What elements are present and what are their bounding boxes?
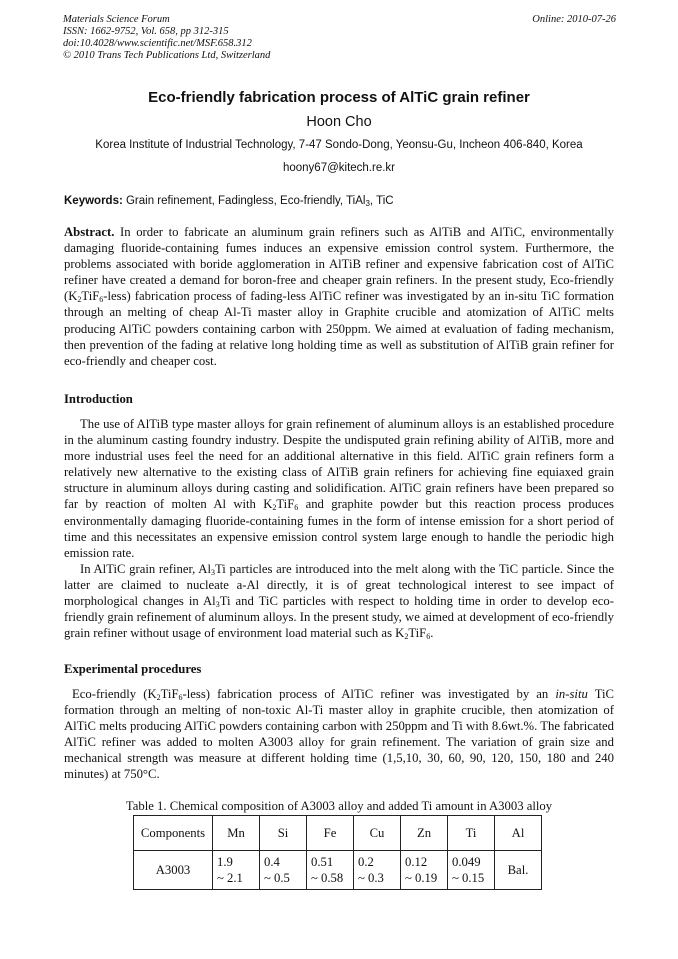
exp-text-d: TiC formation through an melting of non-toxic Al-Ti master alloy in graphite crucible, then atomization of AlTiC melts producing AlTiC powders containing carbon with 250ppm and Ti with 8.6wt.%. The fabricated AlTiC refiner was added to molten A3003 alloy for grain refinement. The variation of grain size and mechanical strength was measure at different holding time (1,5,10, 30, 60, 90, 120, 150, 180 and 240 minutes) at 750°C. (64, 687, 614, 782)
issn-line: ISSN: 1662-9752, Vol. 658, pp 312-315 (63, 26, 229, 37)
exp-italic: in-situ (555, 687, 588, 701)
paper-title: Eco-friendly fabrication process of AlTiC grain refiner (148, 89, 530, 106)
introduction-paragraph-2 (64, 561, 614, 641)
table-header-cell: Ti (448, 816, 495, 851)
table-row (134, 851, 542, 890)
intro-p2-c: Ti and TiC particles with respect to holding time in order to develop eco-friendly grain refinement of aluminum alloys. In the present study, we aimed at development of eco-friendly grain refiner without usage of environment load material such as K (64, 594, 614, 641)
table-cell-al: Bal. (495, 851, 542, 890)
keywords-sub: 3 (365, 199, 370, 208)
cell-top: 0.4 (264, 855, 280, 869)
intro-p2-sub-4: 6 (426, 632, 431, 642)
intro-p2-d: TiF (408, 626, 427, 641)
cell-bottom: ~ 0.15 (452, 871, 485, 885)
journal-header (63, 14, 616, 62)
table-cell (354, 851, 401, 890)
intro-p1-sub-1: 2 (272, 503, 277, 513)
table-header-cell: Si (260, 816, 307, 851)
table-header-cell: Fe (307, 816, 354, 851)
keywords (64, 195, 394, 207)
cell-bottom: ~ 0.3 (358, 871, 384, 885)
table-cell (448, 851, 495, 890)
table-cell (401, 851, 448, 890)
experimental-heading: Experimental procedures (64, 662, 202, 676)
cell-top: 0.51 (311, 855, 334, 869)
online-date: Online: 2010-07-26 (532, 14, 616, 25)
keywords-text-a: Grain refinement, Fadingless, Eco-friendly, TiAl (122, 195, 366, 207)
intro-p2-sub-3: 2 (404, 632, 409, 642)
intro-p2-a: In AlTiC grain refiner, Al (80, 561, 211, 576)
cell-bottom: ~ 2.1 (217, 871, 243, 885)
abstract-sub-2: 6 (99, 295, 104, 305)
table-header-cell: Components (134, 816, 213, 851)
experimental-body (64, 686, 614, 783)
introduction-paragraph-1 (64, 416, 614, 561)
table-header-cell: Cu (354, 816, 401, 851)
abstract-text-a: In order to fabricate an aluminum grain refiners such as AlTiB and AlTiC, environmentally damaging fluoride-containing fumes induces an expensive emission control system. Furthermore, the problems associated with boride agglomeration in AlTiB refiner and expensive fabrication cost of AlTiC refiner have created a demand for boron-free and cheaper grain refiners. In the present study, Eco-friendly (K (64, 225, 614, 304)
doi-line: doi:10.4028/www.scientific.net/MSF.658.312 (63, 38, 252, 49)
author-name: Hoon Cho (306, 114, 372, 130)
journal-name: Materials Science Forum (63, 14, 170, 25)
affiliation: Korea Institute of Industrial Technology, 7-47 Sondo-Dong, Yeonsu-Gu, Incheon 406-840, Korea (95, 139, 583, 151)
exp-sub-2: 6 (178, 693, 183, 702)
intro-p2-e: . (430, 626, 434, 641)
intro-p1-c: and graphite powder but this reaction process produces environmentally damaging fluoride-containing fumes in the form of intense emission for a short period of time and this necessitates an expensive emission control system large enough to handle the periodic high emission rate. (64, 497, 614, 560)
cell-bottom: ~ 0.5 (264, 871, 290, 885)
exp-text-c: -less) fabrication process of AlTiC refiner was investigated by an (182, 687, 556, 701)
table-header-cell: Al (495, 816, 542, 851)
table-cell (307, 851, 354, 890)
copyright-line: © 2010 Trans Tech Publications Ltd, Switzerland (63, 50, 271, 61)
table-cell (260, 851, 307, 890)
table-caption: Table 1. Chemical composition of A3003 alloy and added Ti amount in A3003 alloy (125, 799, 553, 813)
table-header-row (134, 816, 542, 851)
intro-p2-sub-2: 3 (215, 600, 220, 610)
abstract-text-b: TiF (81, 289, 100, 304)
abstract-label: Abstract. (64, 225, 115, 239)
intro-p1-sub-2: 6 (294, 503, 299, 513)
cell-top: 0.2 (358, 855, 374, 869)
intro-p2-b: Ti particles are introduced into the melt along with the TiC particle. Since the latter are claimed to nucleate a-Al directly, it is of great technological interest to see impact of morphological changes in Al (64, 561, 614, 609)
abstract-sub-1: 2 (77, 295, 82, 305)
table-header-cell: Mn (213, 816, 260, 851)
intro-p1-b: TiF (276, 497, 295, 512)
abstract-text-c: -less) fabrication process of fading-less AlTiC refiner was investigated by an in-situ TiC formation through an melting of cheap Al-Ti master alloy in Graphite crucible and atomization of AlTiC melts producing AlTiC powders containing carbon with 250ppm. We aimed at evaluation of fading mechanism, then prevention of the fading at relative long holding time as well as substitution of AlTiB grain refiner for eco-friendly and cheaper cost. (64, 289, 614, 368)
experimental-paragraph (64, 686, 614, 783)
exp-text-a: Eco-friendly (K (72, 687, 157, 701)
cell-top: 1.9 (217, 855, 233, 869)
table-cell (213, 851, 260, 890)
cell-top: 0.12 (405, 855, 428, 869)
cell-top: 0.049 (452, 855, 481, 869)
abstract (64, 224, 614, 369)
composition-table (133, 815, 542, 890)
cell-bottom: ~ 0.58 (311, 871, 344, 885)
keywords-text-b: , TiC (369, 195, 394, 207)
keywords-label: Keywords: (64, 195, 123, 207)
cell-bottom: ~ 0.19 (405, 871, 438, 885)
exp-sub-1: 2 (156, 693, 161, 702)
intro-p2-sub-1: 3 (210, 567, 215, 577)
exp-text-b: TiF (160, 687, 179, 701)
introduction-body (64, 416, 614, 641)
table-row-label: A3003 (134, 851, 213, 890)
intro-p1-a: The use of AlTiB type master alloys for grain refinement of aluminum alloys is an established procedure in the aluminum casting foundry industry. Despite the undisputed grain refining ability of AlTiB, more and more industrial uses feel the need for an additional alternative in this field. AlTiC grain refiners form a relatively new alternative to the existing class of AlTiB grain refiners for achieving fine equiaxed grain structure in aluminum alloys during casting and solidification. AlTiC grain refiners have been prepared so far by reaction of molten Al with K (64, 417, 614, 512)
author-email: hoony67@kitech.re.kr (282, 162, 396, 174)
table-header-cell: Zn (401, 816, 448, 851)
introduction-heading: Introduction (64, 392, 133, 406)
